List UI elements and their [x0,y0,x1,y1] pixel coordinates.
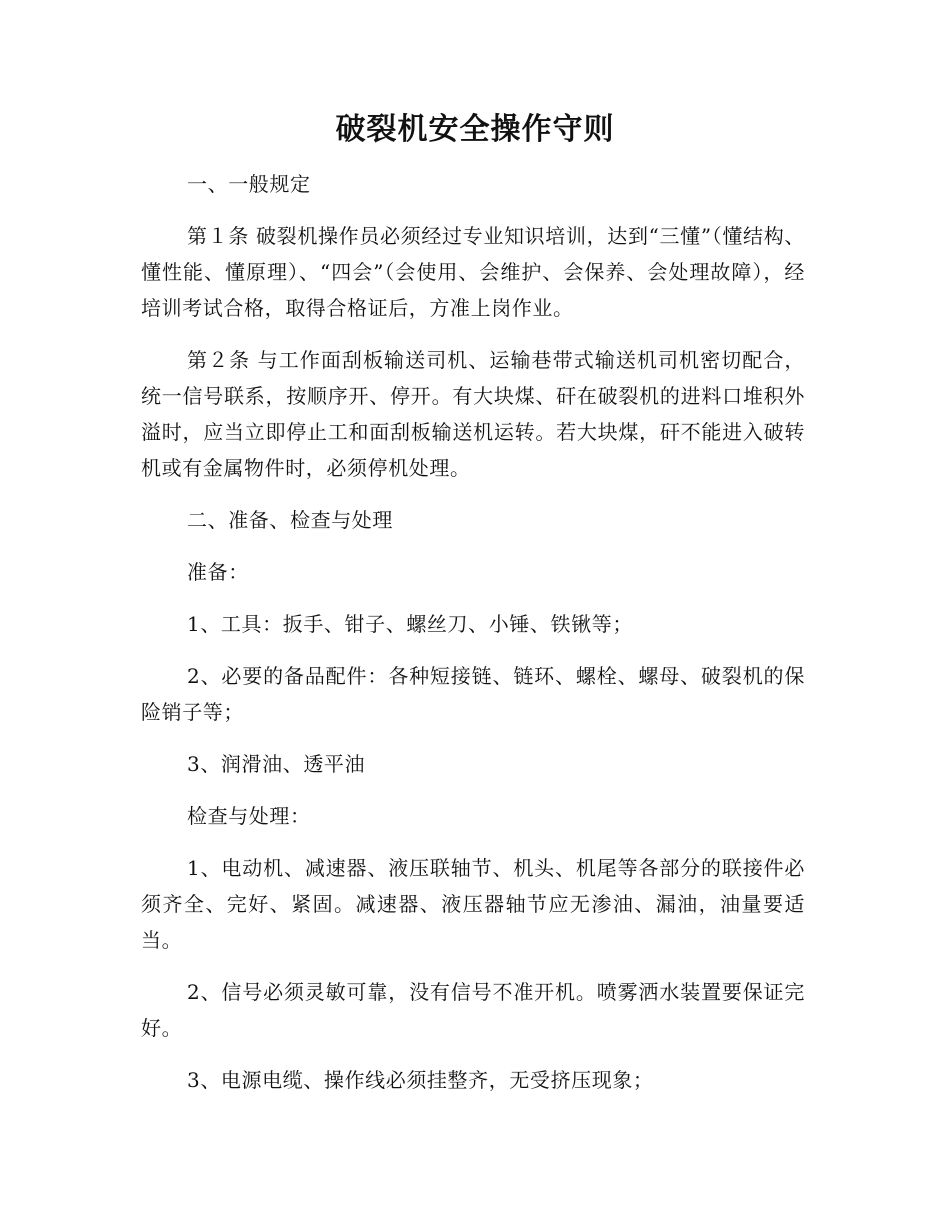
preparation-item-1: 1、工具：扳手、钳子、螺丝刀、小锤、铁锹等； [187,612,633,636]
preparation-item-2: 2、必要的备品配件：各种短接链、链环、螺栓、螺母、破裂机的保险销子等； [141,664,805,724]
inspection-item-3: 3、电源电缆、操作线必须挂整齐，无受挤压现象； [187,1068,654,1092]
inspection-item-2: 2、信号必须灵敏可靠，没有信号不准开机。喷雾洒水装置要保证完好。 [141,980,805,1040]
section-heading-preparation: 二、准备、检查与处理 [187,508,393,532]
preparation-item-3: 3、润滑油、透平油 [187,752,366,776]
article-2-paragraph: 第２条 与工作面刮板输送司机、运输巷带式输送机司机密切配合，统一信号联系，按顺序开、停开。有大块煤、矸在破裂机的进料口堆积外溢时，应当立即停止工和面刮板输送机运转。若大块煤，矸不能进入破转机或有金属物件时，必须停机处理。 [141,348,805,480]
inspection-item-1: 1、电动机、减速器、液压联轴节、机头、机尾等各部分的联接件必须齐全、完好、紧固。减速器、液压器轴节应无渗油、漏油，油量要适当。 [141,856,805,952]
document-title: 破裂机安全操作守则 [335,112,615,147]
subheading-preparation: 准备： [187,560,249,584]
document-body [141,166,805,1114]
section-heading-general: 一、一般规定 [187,172,311,196]
subheading-inspection: 检查与处理： [187,804,311,828]
article-1-paragraph: 第１条 破裂机操作员必须经过专业知识培训，达到“三懂”（懂结构、懂性能、懂原理）、“四会”（会使用、会维护、会保养、会处理故障），经培训考试合格，取得合格证后，方准上岗作业。 [141,224,805,320]
